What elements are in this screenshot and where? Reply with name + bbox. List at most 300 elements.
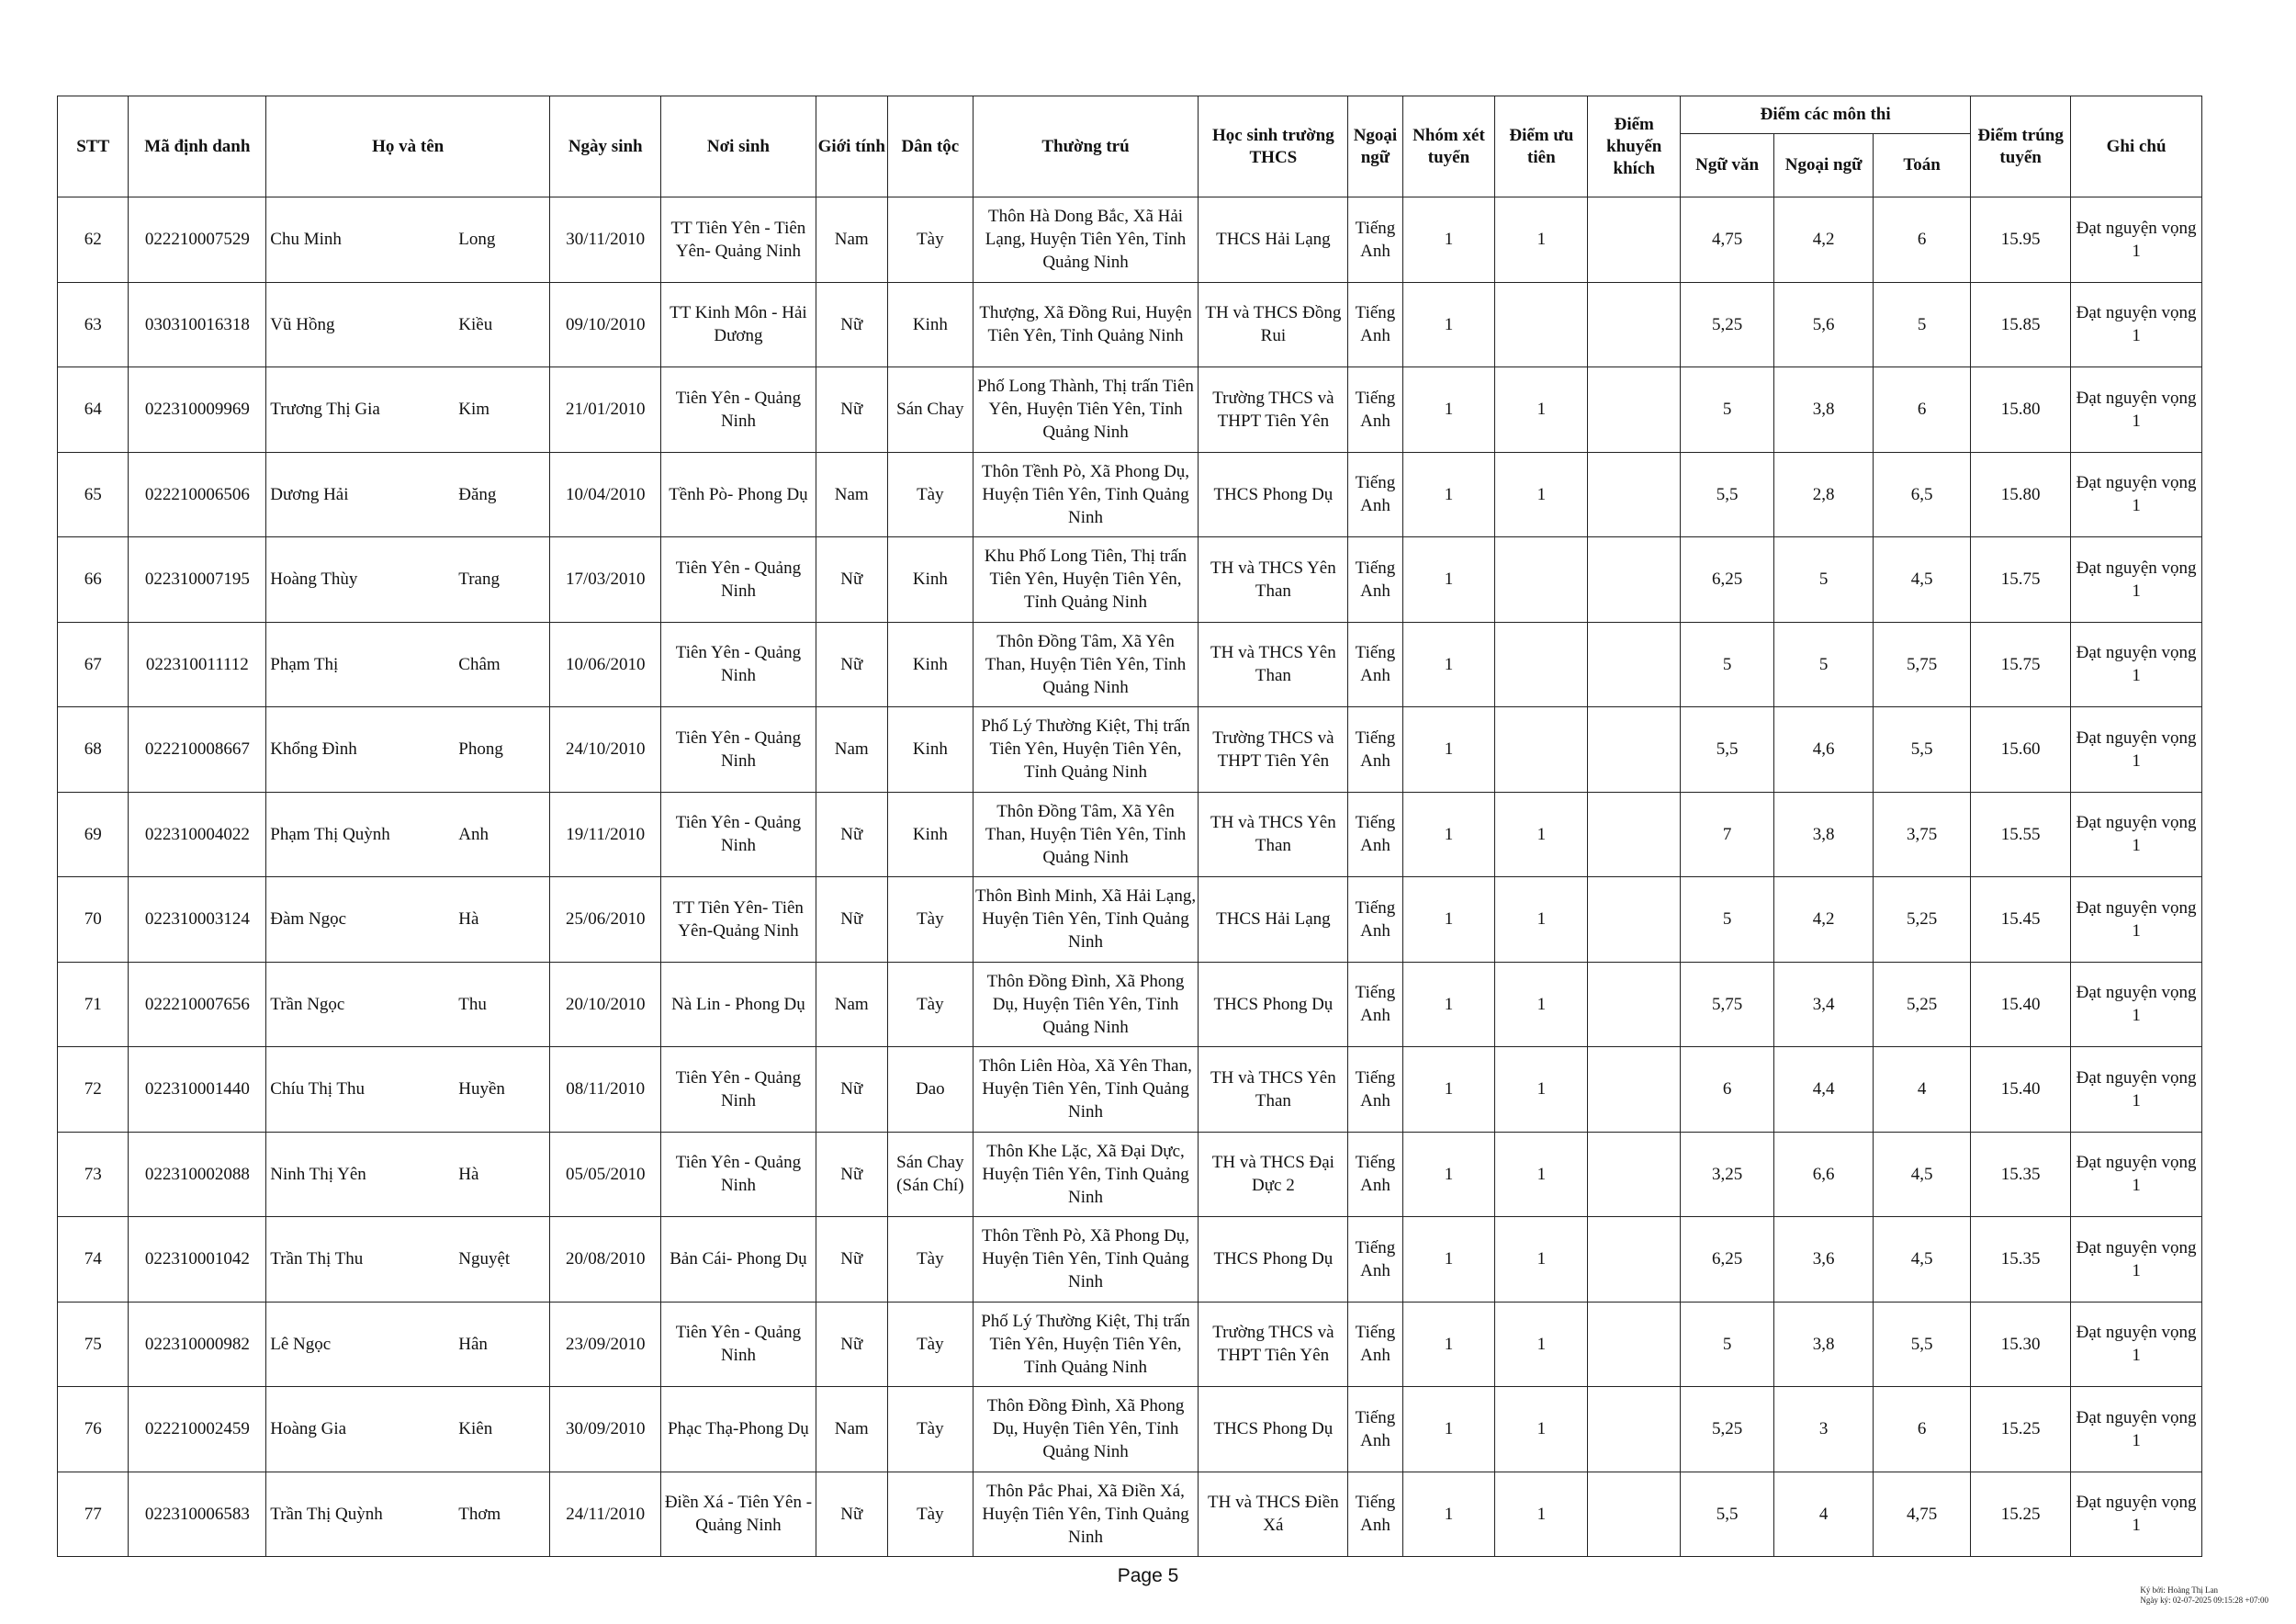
cell-residence: Thôn Tềnh Pò, Xã Phong Dụ, Huyện Tiên Yên, Tỉnh Quảng Ninh <box>973 452 1199 537</box>
cell-residence: Thôn Đồng Đình, Xã Phong Dụ, Huyện Tiên Yên, Tỉnh Quảng Ninh <box>973 1387 1199 1472</box>
cell-total: 15.35 <box>1971 1132 2071 1217</box>
cell-stt: 76 <box>58 1387 129 1472</box>
cell-group: 1 <box>1402 1302 1495 1387</box>
cell-language: Tiếng Anh <box>1348 452 1402 537</box>
cell-school: Trường THCS và THPT Tiên Yên <box>1199 707 1348 793</box>
header-language: Ngoại ngữ <box>1348 96 1402 197</box>
cell-ethnicity: Sán Chay <box>887 367 973 453</box>
cell-birthplace: Tiên Yên - Quảng Ninh <box>661 707 816 793</box>
header-school: Học sinh trường THCS <box>1199 96 1348 197</box>
cell-total: 15.80 <box>1971 452 2071 537</box>
header-group: Nhóm xét tuyển <box>1402 96 1495 197</box>
header-bonus: Điểm khuyến khích <box>1588 96 1681 197</box>
cell-bonus <box>1588 197 1681 283</box>
cell-residence: Thôn Đồng Tâm, Xã Yên Than, Huyện Tiên Yên, Tỉnh Quảng Ninh <box>973 792 1199 877</box>
cell-dob: 09/10/2010 <box>550 282 661 367</box>
cell-residence: Phố Long Thành, Thị trấn Tiên Yên, Huyện Tiên Yên, Tỉnh Quảng Ninh <box>973 367 1199 453</box>
cell-ethnicity: Tày <box>887 1302 973 1387</box>
cell-total: 15.95 <box>1971 197 2071 283</box>
cell-ethnicity: Tày <box>887 197 973 283</box>
cell-foreign: 3,8 <box>1774 1302 1874 1387</box>
cell-ethnicity: Kinh <box>887 622 973 707</box>
cell-residence: Thôn Hà Dong Bắc, Xã Hải Lạng, Huyện Tiên Yên, Tỉnh Quảng Ninh <box>973 197 1199 283</box>
cell-math: 5,5 <box>1874 1302 1971 1387</box>
cell-bonus <box>1588 1047 1681 1133</box>
cell-bonus <box>1588 367 1681 453</box>
cell-ethnicity: Tày <box>887 962 973 1047</box>
cell-gender: Nữ <box>816 877 887 963</box>
cell-note: Đạt nguyện vọng 1 <box>2071 282 2202 367</box>
cell-language: Tiếng Anh <box>1348 1387 1402 1472</box>
cell-gender: Nam <box>816 1387 887 1472</box>
header-ethnicity: Dân tộc <box>887 96 973 197</box>
cell-stt: 75 <box>58 1302 129 1387</box>
cell-bonus <box>1588 1387 1681 1472</box>
cell-math: 6,5 <box>1874 452 1971 537</box>
cell-school: TH và THCS Điền Xá <box>1199 1472 1348 1557</box>
cell-literature: 5,25 <box>1681 282 1774 367</box>
cell-note: Đạt nguyện vọng 1 <box>2071 537 2202 623</box>
cell-math: 3,75 <box>1874 792 1971 877</box>
cell-name <box>266 1047 550 1133</box>
cell-foreign: 3,4 <box>1774 962 1874 1047</box>
cell-stt: 74 <box>58 1217 129 1303</box>
cell-birthplace: TT Kinh Môn - Hải Dương <box>661 282 816 367</box>
cell-note: Đạt nguyện vọng 1 <box>2071 197 2202 283</box>
cell-language: Tiếng Anh <box>1348 877 1402 963</box>
cell-math: 5,75 <box>1874 622 1971 707</box>
cell-gender: Nữ <box>816 1472 887 1557</box>
cell-priority <box>1495 282 1588 367</box>
cell-dob: 30/09/2010 <box>550 1387 661 1472</box>
cell-stt: 67 <box>58 622 129 707</box>
cell-group: 1 <box>1402 1047 1495 1133</box>
cell-birthplace: Nà Lin - Phong Dụ <box>661 962 816 1047</box>
cell-gender: Nam <box>816 962 887 1047</box>
table-row <box>58 367 2202 453</box>
name-first: Trần Ngọc <box>270 994 345 1014</box>
cell-residence: Khu Phố Long Tiên, Thị trấn Tiên Yên, Huyện Tiên Yên, Tỉnh Quảng Ninh <box>973 537 1199 623</box>
cell-group: 1 <box>1402 877 1495 963</box>
cell-ethnicity: Kinh <box>887 707 973 793</box>
cell-birthplace: Tiên Yên - Quảng Ninh <box>661 537 816 623</box>
cell-dob: 05/05/2010 <box>550 1132 661 1217</box>
signed-by: Ký bởi: Hoàng Thị Lan <box>2140 1585 2219 1595</box>
cell-note: Đạt nguyện vọng 1 <box>2071 1132 2202 1217</box>
cell-stt: 66 <box>58 537 129 623</box>
cell-total: 15.75 <box>1971 622 2071 707</box>
cell-priority: 1 <box>1495 1302 1588 1387</box>
cell-bonus <box>1588 1472 1681 1557</box>
table-row <box>58 282 2202 367</box>
cell-residence: Thôn Bình Minh, Xã Hải Lạng, Huyện Tiên Yên, Tỉnh Quảng Ninh <box>973 877 1199 963</box>
name-first: Lê Ngọc <box>270 1334 332 1354</box>
cell-name <box>266 1472 550 1557</box>
name-last: Kiều <box>458 314 493 334</box>
cell-name <box>266 1217 550 1303</box>
cell-ethnicity: Kinh <box>887 537 973 623</box>
table-row <box>58 1472 2202 1557</box>
cell-birthplace: Tiên Yên - Quảng Ninh <box>661 367 816 453</box>
name-last: Nguyệt <box>458 1249 511 1269</box>
cell-literature: 5 <box>1681 1302 1774 1387</box>
cell-gender: Nữ <box>816 792 887 877</box>
cell-school: TH và THCS Yên Than <box>1199 622 1348 707</box>
digital-signature <box>2140 1585 2268 1606</box>
cell-dob: 19/11/2010 <box>550 792 661 877</box>
cell-priority: 1 <box>1495 367 1588 453</box>
cell-note: Đạt nguyện vọng 1 <box>2071 622 2202 707</box>
cell-total: 15.25 <box>1971 1387 2071 1472</box>
cell-name <box>266 622 550 707</box>
cell-foreign: 4 <box>1774 1472 1874 1557</box>
cell-id: 030310016318 <box>129 282 266 367</box>
cell-literature: 6,25 <box>1681 1217 1774 1303</box>
cell-literature: 6,25 <box>1681 537 1774 623</box>
cell-total: 15.45 <box>1971 877 2071 963</box>
cell-id: 022310003124 <box>129 877 266 963</box>
cell-gender: Nữ <box>816 282 887 367</box>
cell-gender: Nam <box>816 452 887 537</box>
header-gender: Giới tính <box>816 96 887 197</box>
cell-language: Tiếng Anh <box>1348 707 1402 793</box>
cell-literature: 3,25 <box>1681 1132 1774 1217</box>
cell-birthplace: TT Tiên Yên - Tiên Yên- Quảng Ninh <box>661 197 816 283</box>
cell-math: 6 <box>1874 367 1971 453</box>
name-first: Chíu Thị Thu <box>270 1079 366 1100</box>
cell-math: 6 <box>1874 197 1971 283</box>
cell-group: 1 <box>1402 707 1495 793</box>
cell-total: 15.60 <box>1971 707 2071 793</box>
cell-birthplace: Tiên Yên - Quảng Ninh <box>661 792 816 877</box>
cell-residence: Thôn Tềnh Pò, Xã Phong Dụ, Huyện Tiên Yên, Tỉnh Quảng Ninh <box>973 1217 1199 1303</box>
cell-note: Đạt nguyện vọng 1 <box>2071 1217 2202 1303</box>
cell-birthplace: Phạc Thạ-Phong Dụ <box>661 1387 816 1472</box>
cell-literature: 5,25 <box>1681 1387 1774 1472</box>
cell-bonus <box>1588 707 1681 793</box>
cell-school: Trường THCS và THPT Tiên Yên <box>1199 367 1348 453</box>
cell-bonus <box>1588 1217 1681 1303</box>
cell-note: Đạt nguyện vọng 1 <box>2071 1387 2202 1472</box>
name-first: Trương Thị Gia <box>270 400 380 420</box>
name-last: Châm <box>458 654 501 674</box>
cell-group: 1 <box>1402 282 1495 367</box>
header-note: Ghi chú <box>2071 96 2202 197</box>
cell-birthplace: Tiên Yên - Quảng Ninh <box>661 1302 816 1387</box>
cell-group: 1 <box>1402 622 1495 707</box>
cell-gender: Nữ <box>816 537 887 623</box>
name-last: Thu <box>458 994 487 1014</box>
cell-math: 4,5 <box>1874 1217 1971 1303</box>
cell-foreign: 3 <box>1774 1387 1874 1472</box>
cell-language: Tiếng Anh <box>1348 622 1402 707</box>
cell-ethnicity: Sán Chay (Sán Chí) <box>887 1132 973 1217</box>
cell-dob: 23/09/2010 <box>550 1302 661 1387</box>
cell-stt: 68 <box>58 707 129 793</box>
cell-school: TH và THCS Yên Than <box>1199 537 1348 623</box>
cell-math: 4,5 <box>1874 537 1971 623</box>
cell-school: Trường THCS và THPT Tiên Yên <box>1199 1302 1348 1387</box>
cell-group: 1 <box>1402 537 1495 623</box>
cell-birthplace: Tềnh Pò- Phong Dụ <box>661 452 816 537</box>
cell-priority: 1 <box>1495 1132 1588 1217</box>
cell-residence: Thôn Pắc Phai, Xã Điền Xá, Huyện Tiên Yên, Tỉnh Quảng Ninh <box>973 1472 1199 1557</box>
cell-birthplace: TT Tiên Yên- Tiên Yên-Quảng Ninh <box>661 877 816 963</box>
table-row <box>58 792 2202 877</box>
cell-id: 022310009969 <box>129 367 266 453</box>
name-first: Trần Thị Thu <box>270 1249 364 1269</box>
cell-ethnicity: Tày <box>887 877 973 963</box>
cell-name <box>266 707 550 793</box>
cell-math: 5,25 <box>1874 962 1971 1047</box>
cell-math: 5,25 <box>1874 877 1971 963</box>
cell-foreign: 4,2 <box>1774 197 1874 283</box>
cell-literature: 4,75 <box>1681 197 1774 283</box>
name-first: Hoàng Thùy <box>270 570 358 590</box>
cell-total: 15.85 <box>1971 282 2071 367</box>
cell-id: 022210007656 <box>129 962 266 1047</box>
cell-school: TH và THCS Đồng Rui <box>1199 282 1348 367</box>
cell-note: Đạt nguyện vọng 1 <box>2071 1047 2202 1133</box>
header-dob: Ngày sinh <box>550 96 661 197</box>
cell-math: 4 <box>1874 1047 1971 1133</box>
cell-note: Đạt nguyện vọng 1 <box>2071 877 2202 963</box>
cell-priority: 1 <box>1495 877 1588 963</box>
cell-group: 1 <box>1402 197 1495 283</box>
cell-stt: 65 <box>58 452 129 537</box>
name-last: Hà <box>458 1164 479 1184</box>
name-last: Đăng <box>458 484 497 504</box>
cell-literature: 5 <box>1681 367 1774 453</box>
cell-group: 1 <box>1402 1472 1495 1557</box>
name-last: Kiên <box>458 1419 493 1439</box>
cell-language: Tiếng Anh <box>1348 537 1402 623</box>
results-sheet <box>57 96 2202 1557</box>
cell-school: TH và THCS Yên Than <box>1199 1047 1348 1133</box>
cell-stt: 70 <box>58 877 129 963</box>
header-stt: STT <box>58 96 129 197</box>
cell-language: Tiếng Anh <box>1348 1132 1402 1217</box>
cell-stt: 69 <box>58 792 129 877</box>
cell-language: Tiếng Anh <box>1348 197 1402 283</box>
cell-name <box>266 282 550 367</box>
cell-id: 022310001440 <box>129 1047 266 1133</box>
cell-dob: 17/03/2010 <box>550 537 661 623</box>
cell-school: THCS Phong Dụ <box>1199 452 1348 537</box>
cell-residence: Thượng, Xã Đồng Rui, Huyện Tiên Yên, Tỉnh Quảng Ninh <box>973 282 1199 367</box>
name-last: Huyền <box>458 1079 505 1100</box>
cell-birthplace: Điền Xá - Tiên Yên - Quảng Ninh <box>661 1472 816 1557</box>
cell-literature: 5,5 <box>1681 1472 1774 1557</box>
cell-bonus <box>1588 452 1681 537</box>
table-row <box>58 962 2202 1047</box>
cell-note: Đạt nguyện vọng 1 <box>2071 367 2202 453</box>
name-last: Phong <box>458 739 503 760</box>
cell-residence: Thôn Khe Lặc, Xã Đại Dực, Huyện Tiên Yên, Tỉnh Quảng Ninh <box>973 1132 1199 1217</box>
cell-dob: 30/11/2010 <box>550 197 661 283</box>
cell-ethnicity: Tày <box>887 452 973 537</box>
name-last: Kim <box>458 400 490 420</box>
cell-dob: 20/08/2010 <box>550 1217 661 1303</box>
name-first: Phạm Thị <box>270 654 339 674</box>
cell-residence: Thôn Đồng Tâm, Xã Yên Than, Huyện Tiên Yên, Tỉnh Quảng Ninh <box>973 622 1199 707</box>
name-last: Trang <box>458 570 500 590</box>
cell-group: 1 <box>1402 1217 1495 1303</box>
cell-total: 15.25 <box>1971 1472 2071 1557</box>
cell-bonus <box>1588 1132 1681 1217</box>
cell-literature: 5,75 <box>1681 962 1774 1047</box>
cell-note: Đạt nguyện vọng 1 <box>2071 962 2202 1047</box>
cell-id: 022310001042 <box>129 1217 266 1303</box>
cell-id: 022210007529 <box>129 197 266 283</box>
name-last: Thơm <box>458 1504 501 1524</box>
cell-literature: 5,5 <box>1681 452 1774 537</box>
cell-foreign: 5 <box>1774 622 1874 707</box>
cell-id: 022310011112 <box>129 622 266 707</box>
cell-priority <box>1495 622 1588 707</box>
header-total: Điểm trúng tuyển <box>1971 96 2071 197</box>
cell-foreign: 3,8 <box>1774 367 1874 453</box>
table-row <box>58 452 2202 537</box>
cell-math: 4,75 <box>1874 1472 1971 1557</box>
cell-note: Đạt nguyện vọng 1 <box>2071 707 2202 793</box>
table-row <box>58 707 2202 793</box>
cell-literature: 7 <box>1681 792 1774 877</box>
table-row <box>58 537 2202 623</box>
cell-gender: Nữ <box>816 1217 887 1303</box>
cell-math: 5,5 <box>1874 707 1971 793</box>
cell-total: 15.40 <box>1971 1047 2071 1133</box>
cell-language: Tiếng Anh <box>1348 962 1402 1047</box>
cell-foreign: 4,6 <box>1774 707 1874 793</box>
cell-math: 5 <box>1874 282 1971 367</box>
cell-priority: 1 <box>1495 1217 1588 1303</box>
table-row <box>58 622 2202 707</box>
cell-id: 022210006506 <box>129 452 266 537</box>
cell-dob: 24/10/2010 <box>550 707 661 793</box>
name-last: Anh <box>458 824 489 844</box>
table-row <box>58 1387 2202 1472</box>
cell-id: 022310006583 <box>129 1472 266 1557</box>
cell-stt: 77 <box>58 1472 129 1557</box>
cell-birthplace: Tiên Yên - Quảng Ninh <box>661 1047 816 1133</box>
table-row <box>58 1047 2202 1133</box>
cell-language: Tiếng Anh <box>1348 367 1402 453</box>
cell-residence: Thôn Liên Hòa, Xã Yên Than, Huyện Tiên Yên, Tỉnh Quảng Ninh <box>973 1047 1199 1133</box>
cell-group: 1 <box>1402 1387 1495 1472</box>
name-first: Dương Hải <box>270 484 349 504</box>
cell-priority: 1 <box>1495 197 1588 283</box>
cell-priority <box>1495 707 1588 793</box>
cell-total: 15.80 <box>1971 367 2071 453</box>
cell-total: 15.30 <box>1971 1302 2071 1387</box>
cell-note: Đạt nguyện vọng 1 <box>2071 1472 2202 1557</box>
cell-language: Tiếng Anh <box>1348 1472 1402 1557</box>
cell-dob: 21/01/2010 <box>550 367 661 453</box>
admission-results-table <box>57 96 2202 1557</box>
cell-total: 15.55 <box>1971 792 2071 877</box>
cell-name <box>266 1132 550 1217</box>
cell-language: Tiếng Anh <box>1348 792 1402 877</box>
cell-group: 1 <box>1402 1132 1495 1217</box>
cell-stt: 62 <box>58 197 129 283</box>
header-birthplace: Nơi sinh <box>661 96 816 197</box>
cell-bonus <box>1588 792 1681 877</box>
cell-foreign: 3,8 <box>1774 792 1874 877</box>
cell-priority: 1 <box>1495 1047 1588 1133</box>
name-first: Vũ Hồng <box>270 314 335 334</box>
cell-bonus <box>1588 537 1681 623</box>
cell-language: Tiếng Anh <box>1348 1047 1402 1133</box>
cell-foreign: 4,4 <box>1774 1047 1874 1133</box>
cell-stt: 71 <box>58 962 129 1047</box>
cell-id: 022310000982 <box>129 1302 266 1387</box>
cell-total: 15.35 <box>1971 1217 2071 1303</box>
cell-priority: 1 <box>1495 962 1588 1047</box>
cell-foreign: 5,6 <box>1774 282 1874 367</box>
cell-id: 022210008667 <box>129 707 266 793</box>
table-row <box>58 1132 2202 1217</box>
cell-gender: Nữ <box>816 622 887 707</box>
cell-dob: 20/10/2010 <box>550 962 661 1047</box>
cell-language: Tiếng Anh <box>1348 1302 1402 1387</box>
cell-id: 022310002088 <box>129 1132 266 1217</box>
cell-group: 1 <box>1402 962 1495 1047</box>
cell-priority: 1 <box>1495 1472 1588 1557</box>
cell-stt: 63 <box>58 282 129 367</box>
header-foreign: Ngoại ngữ <box>1774 134 1874 197</box>
header-residence: Thường trú <box>973 96 1199 197</box>
cell-math: 4,5 <box>1874 1132 1971 1217</box>
cell-note: Đạt nguyện vọng 1 <box>2071 452 2202 537</box>
cell-foreign: 6,6 <box>1774 1132 1874 1217</box>
cell-gender: Nữ <box>816 1047 887 1133</box>
signed-date: Ngày ký: 02-07-2025 09:15:28 +07:00 <box>2140 1596 2268 1605</box>
name-first: Trần Thị Quỳnh <box>270 1504 383 1524</box>
cell-math: 6 <box>1874 1387 1971 1472</box>
cell-id: 022310007195 <box>129 537 266 623</box>
cell-stt: 72 <box>58 1047 129 1133</box>
cell-gender: Nữ <box>816 367 887 453</box>
cell-name <box>266 1302 550 1387</box>
cell-residence: Phố Lý Thường Kiệt, Thị trấn Tiên Yên, Huyện Tiên Yên, Tỉnh Quảng Ninh <box>973 707 1199 793</box>
table-row <box>58 197 2202 283</box>
name-first: Ninh Thị Yên <box>270 1164 366 1184</box>
cell-literature: 5,5 <box>1681 707 1774 793</box>
name-first: Đàm Ngọc <box>270 909 347 930</box>
cell-note: Đạt nguyện vọng 1 <box>2071 1302 2202 1387</box>
cell-priority <box>1495 537 1588 623</box>
cell-language: Tiếng Anh <box>1348 1217 1402 1303</box>
cell-name <box>266 452 550 537</box>
header-subjects: Điểm các môn thi <box>1681 96 1971 134</box>
cell-bonus <box>1588 282 1681 367</box>
cell-name <box>266 537 550 623</box>
page-number: Page 5 <box>1117 1565 1179 1586</box>
table-row <box>58 1302 2202 1387</box>
header-priority: Điểm ưu tiên <box>1495 96 1588 197</box>
cell-total: 15.75 <box>1971 537 2071 623</box>
cell-dob: 25/06/2010 <box>550 877 661 963</box>
cell-dob: 24/11/2010 <box>550 1472 661 1557</box>
cell-residence: Phố Lý Thường Kiệt, Thị trấn Tiên Yên, Huyện Tiên Yên, Tỉnh Quảng Ninh <box>973 1302 1199 1387</box>
cell-stt: 64 <box>58 367 129 453</box>
cell-school: THCS Phong Dụ <box>1199 1387 1348 1472</box>
cell-bonus <box>1588 1302 1681 1387</box>
cell-group: 1 <box>1402 452 1495 537</box>
cell-residence: Thôn Đồng Đình, Xã Phong Dụ, Huyện Tiên Yên, Tỉnh Quảng Ninh <box>973 962 1199 1047</box>
cell-dob: 10/06/2010 <box>550 622 661 707</box>
